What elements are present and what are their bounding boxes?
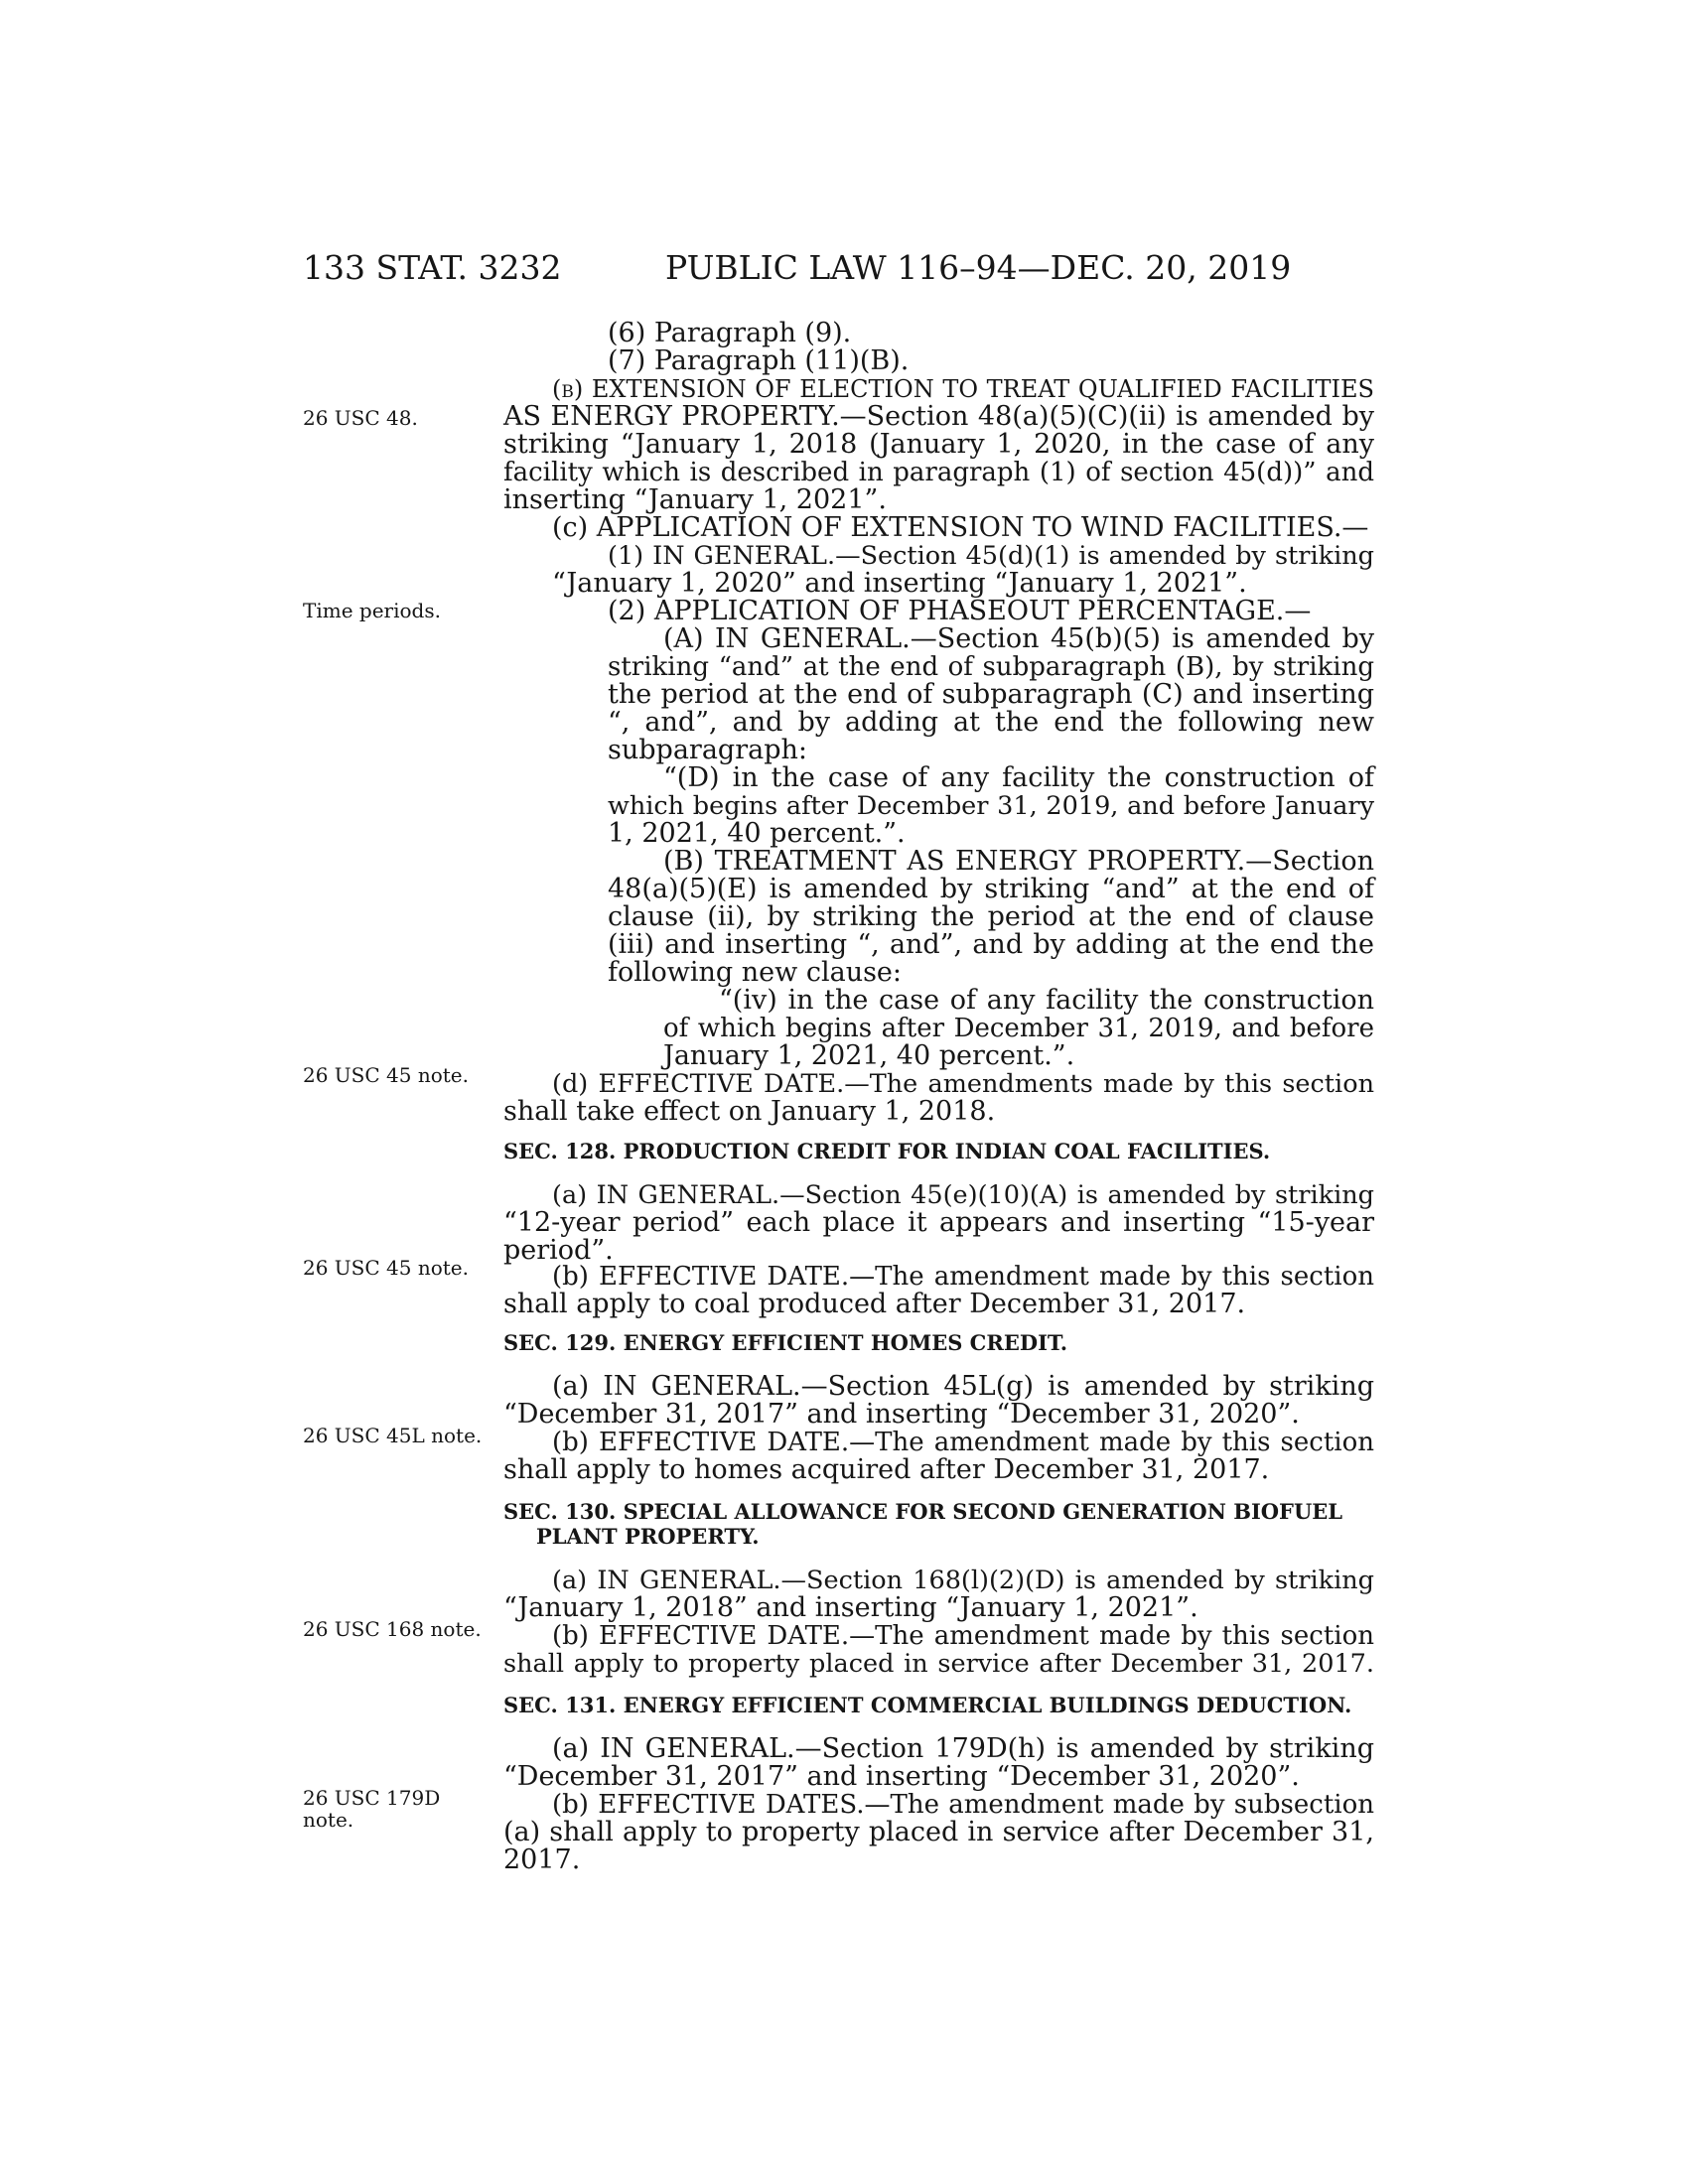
text-line: period”.	[503, 1235, 614, 1266]
section-heading: SEC. 130. SPECIAL ALLOWANCE FOR SECOND GENERATION BIOFUEL	[503, 1499, 1343, 1524]
text-line: January 1, 2021, 40 percent.”.	[663, 1040, 1075, 1071]
statute-page-number: 133 STAT. 3232	[303, 248, 562, 287]
text-line: 2017.	[503, 1844, 581, 1875]
text-line: shall apply to coal produced after December 31, 2017.	[503, 1289, 1246, 1319]
text-line: (6) Paragraph (9).	[608, 318, 852, 348]
text-line: 48(a)(5)(E) is amended by striking “and” at the end of	[608, 874, 1374, 904]
running-head-title: PUBLIC LAW 116–94—DEC. 20, 2019	[665, 248, 1292, 287]
text-line: “January 1, 2020” and inserting “January 1, 2021”.	[552, 568, 1247, 599]
text-line: subparagraph:	[608, 735, 807, 765]
margin-note: 26 USC 45L note.	[303, 1424, 483, 1447]
text-line: clause (ii), by striking the period at the end of clause	[608, 901, 1374, 932]
text-line: (b) EXTENSION OF ELECTION TO TREAT QUALIFIED FACILITIES	[552, 375, 1374, 403]
text-line: the period at the end of subparagraph (C) and inserting	[608, 679, 1374, 710]
section-heading: SEC. 129. ENERGY EFFICIENT HOMES CREDIT.	[503, 1330, 1068, 1355]
text-line: (iii) and inserting “, and”, and by adding at the end the	[608, 929, 1374, 960]
text-line: striking “and” at the end of subparagraph (B), by striking	[608, 652, 1374, 682]
text-line: (a) IN GENERAL.—Section 179D(h) is amended by striking	[552, 1733, 1374, 1764]
text-line: 1, 2021, 40 percent.”.	[608, 818, 906, 849]
section-heading: SEC. 131. ENERGY EFFICIENT COMMERCIAL BUILDINGS DEDUCTION.	[503, 1693, 1352, 1717]
margin-note: 26 USC 179D	[303, 1786, 441, 1810]
text-line: “December 31, 2017” and inserting “December 31, 2020”.	[503, 1761, 1300, 1792]
text-line: (A) IN GENERAL.—Section 45(b)(5) is amended by	[663, 623, 1374, 654]
text-line: “(D) in the case of any facility the construction of	[663, 762, 1374, 793]
text-line: (b) EFFECTIVE DATE.—The amendment made by this section	[552, 1262, 1374, 1292]
text-line: (a) IN GENERAL.—Section 45(e)(10)(A) is amended by striking	[552, 1180, 1374, 1210]
text-line: “12-year period” each place it appears and inserting “15-year	[503, 1207, 1374, 1238]
text-line: (b) EFFECTIVE DATE.—The amendment made by this section	[552, 1621, 1374, 1651]
text-line: (a) shall apply to property placed in service after December 31,	[503, 1817, 1374, 1847]
text-line: of which begins after December 31, 2019, and before	[663, 1014, 1374, 1043]
text-line: “(iv) in the case of any facility the construction	[719, 985, 1374, 1016]
text-line: shall apply to property placed in service after December 31, 2017.	[503, 1649, 1374, 1679]
text-line: (d) EFFECTIVE DATE.—The amendments made by this section	[552, 1069, 1374, 1099]
text-line: which begins after December 31, 2019, and before January	[608, 791, 1374, 821]
text-line: (2) APPLICATION OF PHASEOUT PERCENTAGE.—	[608, 596, 1312, 626]
text-line: shall apply to homes acquired after December 31, 2017.	[503, 1454, 1270, 1485]
text-line: facility which is described in paragraph (1) of section 45(d))” and	[503, 458, 1374, 487]
margin-note: 26 USC 168 note.	[303, 1617, 482, 1641]
text-line: (a) IN GENERAL.—Section 45L(g) is amended by striking	[552, 1371, 1374, 1402]
section-heading: PLANT PROPERTY.	[536, 1524, 760, 1549]
text-line: (a) IN GENERAL.—Section 168(l)(2)(D) is amended by striking	[552, 1566, 1374, 1595]
text-line: (1) IN GENERAL.—Section 45(d)(1) is amended by striking	[608, 541, 1374, 571]
text-line: following new clause:	[608, 957, 903, 988]
text-line: (7) Paragraph (11)(B).	[608, 345, 910, 376]
margin-note: 26 USC 45 note.	[303, 1063, 469, 1087]
text-line: (B) TREATMENT AS ENERGY PROPERTY.—Section	[663, 846, 1374, 877]
margin-note: 26 USC 48.	[303, 406, 418, 430]
text-line: (b) EFFECTIVE DATES.—The amendment made by subsection	[552, 1790, 1374, 1820]
text-line: “, and”, and by adding at the end the following new	[608, 707, 1374, 738]
text-line: (b) EFFECTIVE DATE.—The amendment made by this section	[552, 1428, 1374, 1457]
text-line: “January 1, 2018” and inserting “January 1, 2021”.	[503, 1592, 1198, 1623]
text-line: inserting “January 1, 2021”.	[503, 484, 887, 515]
text-line: striking “January 1, 2018 (January 1, 2020, in the case of any	[503, 429, 1374, 460]
text-line: AS ENERGY PROPERTY.—Section 48(a)(5)(C)(ii) is amended by	[503, 401, 1374, 432]
text-line: “December 31, 2017” and inserting “December 31, 2020”.	[503, 1399, 1300, 1430]
margin-note: note.	[303, 1808, 354, 1832]
section-heading: SEC. 128. PRODUCTION CREDIT FOR INDIAN COAL FACILITIES.	[503, 1139, 1271, 1163]
margin-note: Time periods.	[303, 599, 441, 622]
text-line: (c) APPLICATION OF EXTENSION TO WIND FACILITIES.—	[552, 512, 1369, 543]
text-line: shall take effect on January 1, 2018.	[503, 1096, 996, 1127]
margin-note: 26 USC 45 note.	[303, 1256, 469, 1280]
